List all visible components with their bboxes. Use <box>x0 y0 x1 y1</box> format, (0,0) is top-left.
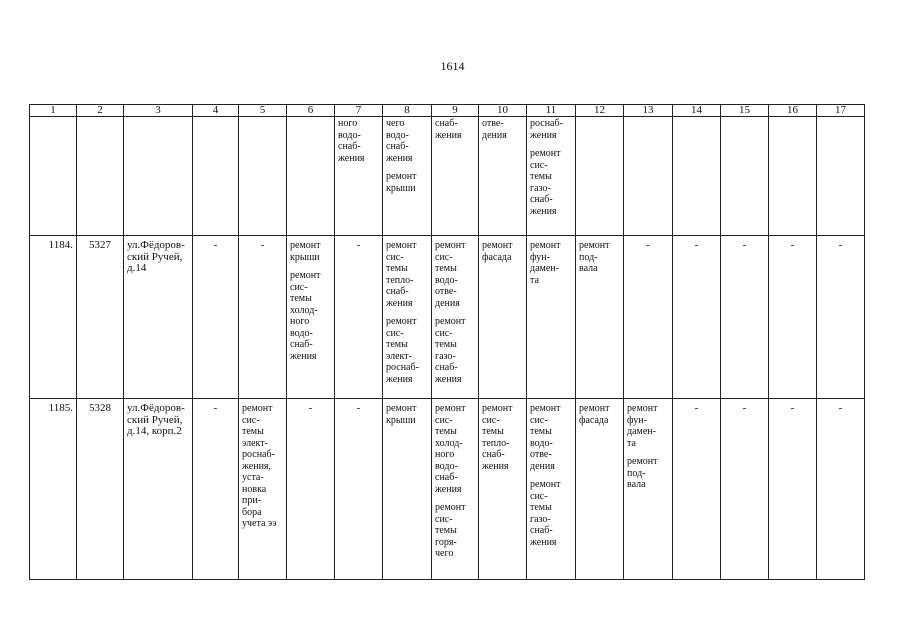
table-row <box>30 117 865 236</box>
work-item-line: чего <box>386 118 405 129</box>
work-item-line: та <box>627 437 636 449</box>
work-item <box>482 240 523 263</box>
work-item <box>530 240 572 286</box>
work-item-line: ремонт <box>386 240 417 251</box>
work-item <box>290 240 331 263</box>
work-item <box>435 502 475 560</box>
work-item-line: темы <box>435 339 457 350</box>
table-cell-c6 <box>287 117 335 236</box>
work-item-line: ремонт <box>386 171 417 182</box>
work-item <box>386 403 428 426</box>
work-item-line: ремонт <box>627 456 658 467</box>
work-item <box>530 403 572 472</box>
work-item-line: ремонт <box>530 240 561 251</box>
work-item-line: темы <box>530 171 552 182</box>
work-item-line: жения <box>435 483 462 495</box>
table-cell-id <box>77 117 124 236</box>
work-item-line: фун- <box>627 414 647 426</box>
work-item <box>435 316 475 385</box>
column-header: 13 <box>624 105 673 117</box>
page-number: 1614 <box>440 59 465 73</box>
table-cell-c7: - <box>335 399 383 580</box>
work-item-line: ного <box>435 449 455 460</box>
table-cell-c8 <box>383 399 432 580</box>
work-item-line: газо- <box>530 182 551 194</box>
work-item-line: темы <box>435 426 457 437</box>
work-item-line: дения <box>530 460 555 472</box>
work-item-line: ремонт <box>386 403 417 414</box>
work-item-line: темы <box>386 263 408 274</box>
table-cell-c17 <box>817 117 865 236</box>
table-cell-c12 <box>576 236 624 399</box>
work-item-line: водо- <box>386 129 409 141</box>
column-header-row <box>30 105 865 117</box>
work-item-line: чего <box>435 548 454 559</box>
work-item-line: при- <box>242 495 262 506</box>
table-cell-c12 <box>576 399 624 580</box>
column-header: 1 <box>30 105 77 117</box>
address-line: д.14 <box>127 262 147 274</box>
work-item <box>579 403 620 426</box>
work-item-line: ремонт <box>290 240 321 251</box>
column-header: 17 <box>817 105 865 117</box>
table-cell-c4 <box>193 117 239 236</box>
work-item-line: сис- <box>435 327 453 339</box>
table-cell-c11 <box>527 236 576 399</box>
work-item-line: отве- <box>530 449 552 460</box>
work-item <box>530 118 572 141</box>
table-cell-c16: - <box>769 399 817 580</box>
work-item <box>290 270 331 362</box>
work-item <box>579 240 620 275</box>
work-item-line: фасада <box>579 414 609 426</box>
work-item-line: элект- <box>386 350 412 362</box>
work-item-line: ремонт <box>435 240 466 251</box>
table-cell-id: 5328 <box>77 399 124 580</box>
work-item-line: темы <box>242 426 264 437</box>
work-item-line: ремонт <box>435 403 466 414</box>
work-item-line: под- <box>627 467 646 479</box>
work-item-line: снаб- <box>435 118 458 129</box>
table-cell-c15 <box>721 117 769 236</box>
table-cell-c8 <box>383 236 432 399</box>
table-cell-c16 <box>769 117 817 236</box>
table-cell-c10 <box>479 399 527 580</box>
work-item-line: ремонт <box>290 270 321 281</box>
work-item <box>482 403 523 472</box>
work-item-line: сис- <box>530 414 548 426</box>
work-item-line: сис- <box>386 251 404 263</box>
work-item-line: ремонт <box>242 403 273 414</box>
work-item <box>530 479 572 548</box>
work-item-line: вала <box>579 263 598 274</box>
work-item-line: снаб- <box>290 339 313 350</box>
table-cell-c10 <box>479 236 527 399</box>
work-item <box>627 403 669 449</box>
work-item-line: сис- <box>242 414 260 426</box>
work-item-line: снаб- <box>386 286 409 297</box>
table-cell-c14: - <box>673 236 721 399</box>
address-line: ский Ручей, <box>127 413 183 426</box>
table-cell-c13: - <box>624 236 673 399</box>
table-cell-c11 <box>527 117 576 236</box>
table-cell-c14: - <box>673 399 721 580</box>
table-cell-c17: - <box>817 236 865 399</box>
work-item-line: темы <box>530 502 552 513</box>
work-item <box>242 403 283 530</box>
work-item-line: сис- <box>435 513 453 525</box>
work-item <box>338 118 379 164</box>
table-cell-id: 5327 <box>77 236 124 399</box>
table-cell-c5 <box>239 399 287 580</box>
work-item-line: темы <box>386 339 408 350</box>
work-item-line: ремонт <box>435 316 466 327</box>
work-item-line: жения, <box>242 460 272 472</box>
work-item-line: жения <box>386 373 413 385</box>
work-item <box>386 171 428 194</box>
work-item-line: горя- <box>435 536 457 548</box>
work-item-line: жения <box>338 152 365 164</box>
table-cell-c6 <box>287 236 335 399</box>
table-cell-n: 1185. <box>30 399 77 580</box>
table-body <box>30 117 865 580</box>
work-item-line: ремонт <box>530 479 561 490</box>
work-item-line: темы <box>482 426 504 437</box>
work-item-line: фасада <box>482 251 512 263</box>
table-cell-c4: - <box>193 236 239 399</box>
table-cell-c9 <box>432 117 479 236</box>
table-cell-c13 <box>624 399 673 580</box>
work-item-line: сис- <box>530 490 548 502</box>
table-cell-c12 <box>576 117 624 236</box>
table-cell-c17: - <box>817 399 865 580</box>
column-header: 12 <box>576 105 624 117</box>
table-cell-c14 <box>673 117 721 236</box>
address-line: ул.Фёдоров- <box>127 239 185 251</box>
work-item-line: новка <box>242 483 267 495</box>
column-header: 15 <box>721 105 769 117</box>
work-item-line: темы <box>435 525 457 536</box>
work-item-line: снаб- <box>482 449 505 460</box>
work-item-line: газо- <box>530 513 551 525</box>
work-item-line: ремонт <box>530 403 561 414</box>
column-header: 3 <box>124 105 193 117</box>
work-item-line: крыши <box>290 251 320 263</box>
table-row <box>30 399 865 580</box>
table-cell-c13 <box>624 117 673 236</box>
work-item-line: дения <box>482 129 507 141</box>
work-item-line: ремонт <box>530 148 561 159</box>
work-item-line: водо- <box>530 437 553 449</box>
work-item-line: учета ээ <box>242 518 277 529</box>
table-cell-address <box>124 399 193 580</box>
work-item-line: тепло- <box>482 437 510 449</box>
work-item-line: ремонт <box>579 240 610 251</box>
work-item-line: уста- <box>242 472 264 483</box>
work-item <box>386 316 428 385</box>
work-item-line: жения <box>386 297 413 309</box>
work-item-line: водо- <box>435 460 458 472</box>
work-item-line: отве- <box>482 118 504 129</box>
work-item-line: жения <box>530 129 557 141</box>
address-line: ский Ручей, <box>127 250 183 263</box>
table-cell-c9 <box>432 236 479 399</box>
work-item-line: сис- <box>435 251 453 263</box>
work-item <box>386 240 428 309</box>
work-item-line: ремонт <box>627 403 658 414</box>
work-item-line: жения <box>530 536 557 548</box>
column-header: 2 <box>77 105 124 117</box>
work-item-line: водо- <box>435 274 458 286</box>
work-item-line: крыши <box>386 414 416 426</box>
work-item-line: крыши <box>386 182 416 194</box>
work-item-line: дения <box>435 297 460 309</box>
work-item-line: ремонт <box>435 502 466 513</box>
table-cell-c11 <box>527 399 576 580</box>
work-item-line: снаб- <box>530 194 553 205</box>
table-cell-c7: - <box>335 236 383 399</box>
table-cell-c15: - <box>721 399 769 580</box>
table-cell-c5: - <box>239 236 287 399</box>
work-item <box>435 403 475 495</box>
work-item-line: элект- <box>242 437 268 449</box>
table-cell-c15: - <box>721 236 769 399</box>
work-item <box>435 118 475 141</box>
work-item-line: жения <box>290 350 317 362</box>
work-item-line: газо- <box>435 350 456 362</box>
work-item-line: фун- <box>530 251 550 263</box>
work-item-line: холод- <box>290 304 318 316</box>
repair-table <box>29 104 865 580</box>
work-item-line: сис- <box>482 414 500 426</box>
table-cell-c8 <box>383 117 432 236</box>
table-cell-n: 1184. <box>30 236 77 399</box>
table-cell-c16: - <box>769 236 817 399</box>
work-item-line: ного <box>338 118 358 129</box>
work-item-line: роснаб- <box>242 449 275 460</box>
work-item-line: снаб- <box>435 472 458 483</box>
work-item-line: ного <box>290 316 310 327</box>
table-cell-c6: - <box>287 399 335 580</box>
work-item-line: та <box>530 274 539 286</box>
work-item-line: ремонт <box>579 403 610 414</box>
work-item-line: роснаб- <box>386 362 419 373</box>
column-header: 4 <box>193 105 239 117</box>
work-item-line: сис- <box>290 281 308 293</box>
work-item-line: темы <box>435 263 457 274</box>
table-cell-c5 <box>239 117 287 236</box>
address-line: д.14, корп.2 <box>127 425 182 437</box>
column-header: 10 <box>479 105 527 117</box>
work-item-line: водо- <box>290 327 313 339</box>
work-item-line: тепло- <box>386 274 414 286</box>
work-item-line: жения <box>386 152 413 164</box>
work-item-line: дамен- <box>530 263 559 274</box>
column-header: 8 <box>383 105 432 117</box>
table-row <box>30 236 865 399</box>
work-item-line: снаб- <box>386 141 409 152</box>
work-item-line: под- <box>579 251 598 263</box>
column-header: 7 <box>335 105 383 117</box>
table-cell-address <box>124 236 193 399</box>
work-item-line: бора <box>242 506 262 518</box>
work-item-line: холод- <box>435 437 463 449</box>
work-item <box>627 456 669 491</box>
work-item-line: роснаб- <box>530 118 563 129</box>
table-cell-c4: - <box>193 399 239 580</box>
work-item-line: сис- <box>386 327 404 339</box>
table-cell-n <box>30 117 77 236</box>
work-item-line: ремонт <box>482 403 513 414</box>
work-item-line: снаб- <box>435 362 458 373</box>
work-item-line: темы <box>290 293 312 304</box>
work-item-line: жения <box>435 129 462 141</box>
work-item <box>386 118 428 164</box>
column-header: 14 <box>673 105 721 117</box>
column-header: 16 <box>769 105 817 117</box>
column-header: 11 <box>527 105 576 117</box>
work-item-line: отве- <box>435 286 457 297</box>
work-item-line: сис- <box>435 414 453 426</box>
work-item <box>482 118 523 141</box>
work-item-line: сис- <box>530 159 548 171</box>
work-item <box>530 148 572 217</box>
work-item-line: жения <box>482 460 509 472</box>
work-item <box>435 240 475 309</box>
work-item-line: ремонт <box>386 316 417 327</box>
work-item-line: жения <box>530 205 557 217</box>
column-header: 6 <box>287 105 335 117</box>
address-line: ул.Фёдоров- <box>127 402 185 414</box>
table-cell-c10 <box>479 117 527 236</box>
column-header: 9 <box>432 105 479 117</box>
work-item-line: жения <box>435 373 462 385</box>
work-item-line: дамен- <box>627 426 656 437</box>
work-item-line: снаб- <box>530 525 553 536</box>
table-cell-address <box>124 117 193 236</box>
column-header: 5 <box>239 105 287 117</box>
work-item-line: снаб- <box>338 141 361 152</box>
table-cell-c9 <box>432 399 479 580</box>
work-item-line: вала <box>627 479 646 490</box>
work-item-line: водо- <box>338 129 361 141</box>
table-cell-c7 <box>335 117 383 236</box>
work-item-line: темы <box>530 426 552 437</box>
work-item-line: ремонт <box>482 240 513 251</box>
